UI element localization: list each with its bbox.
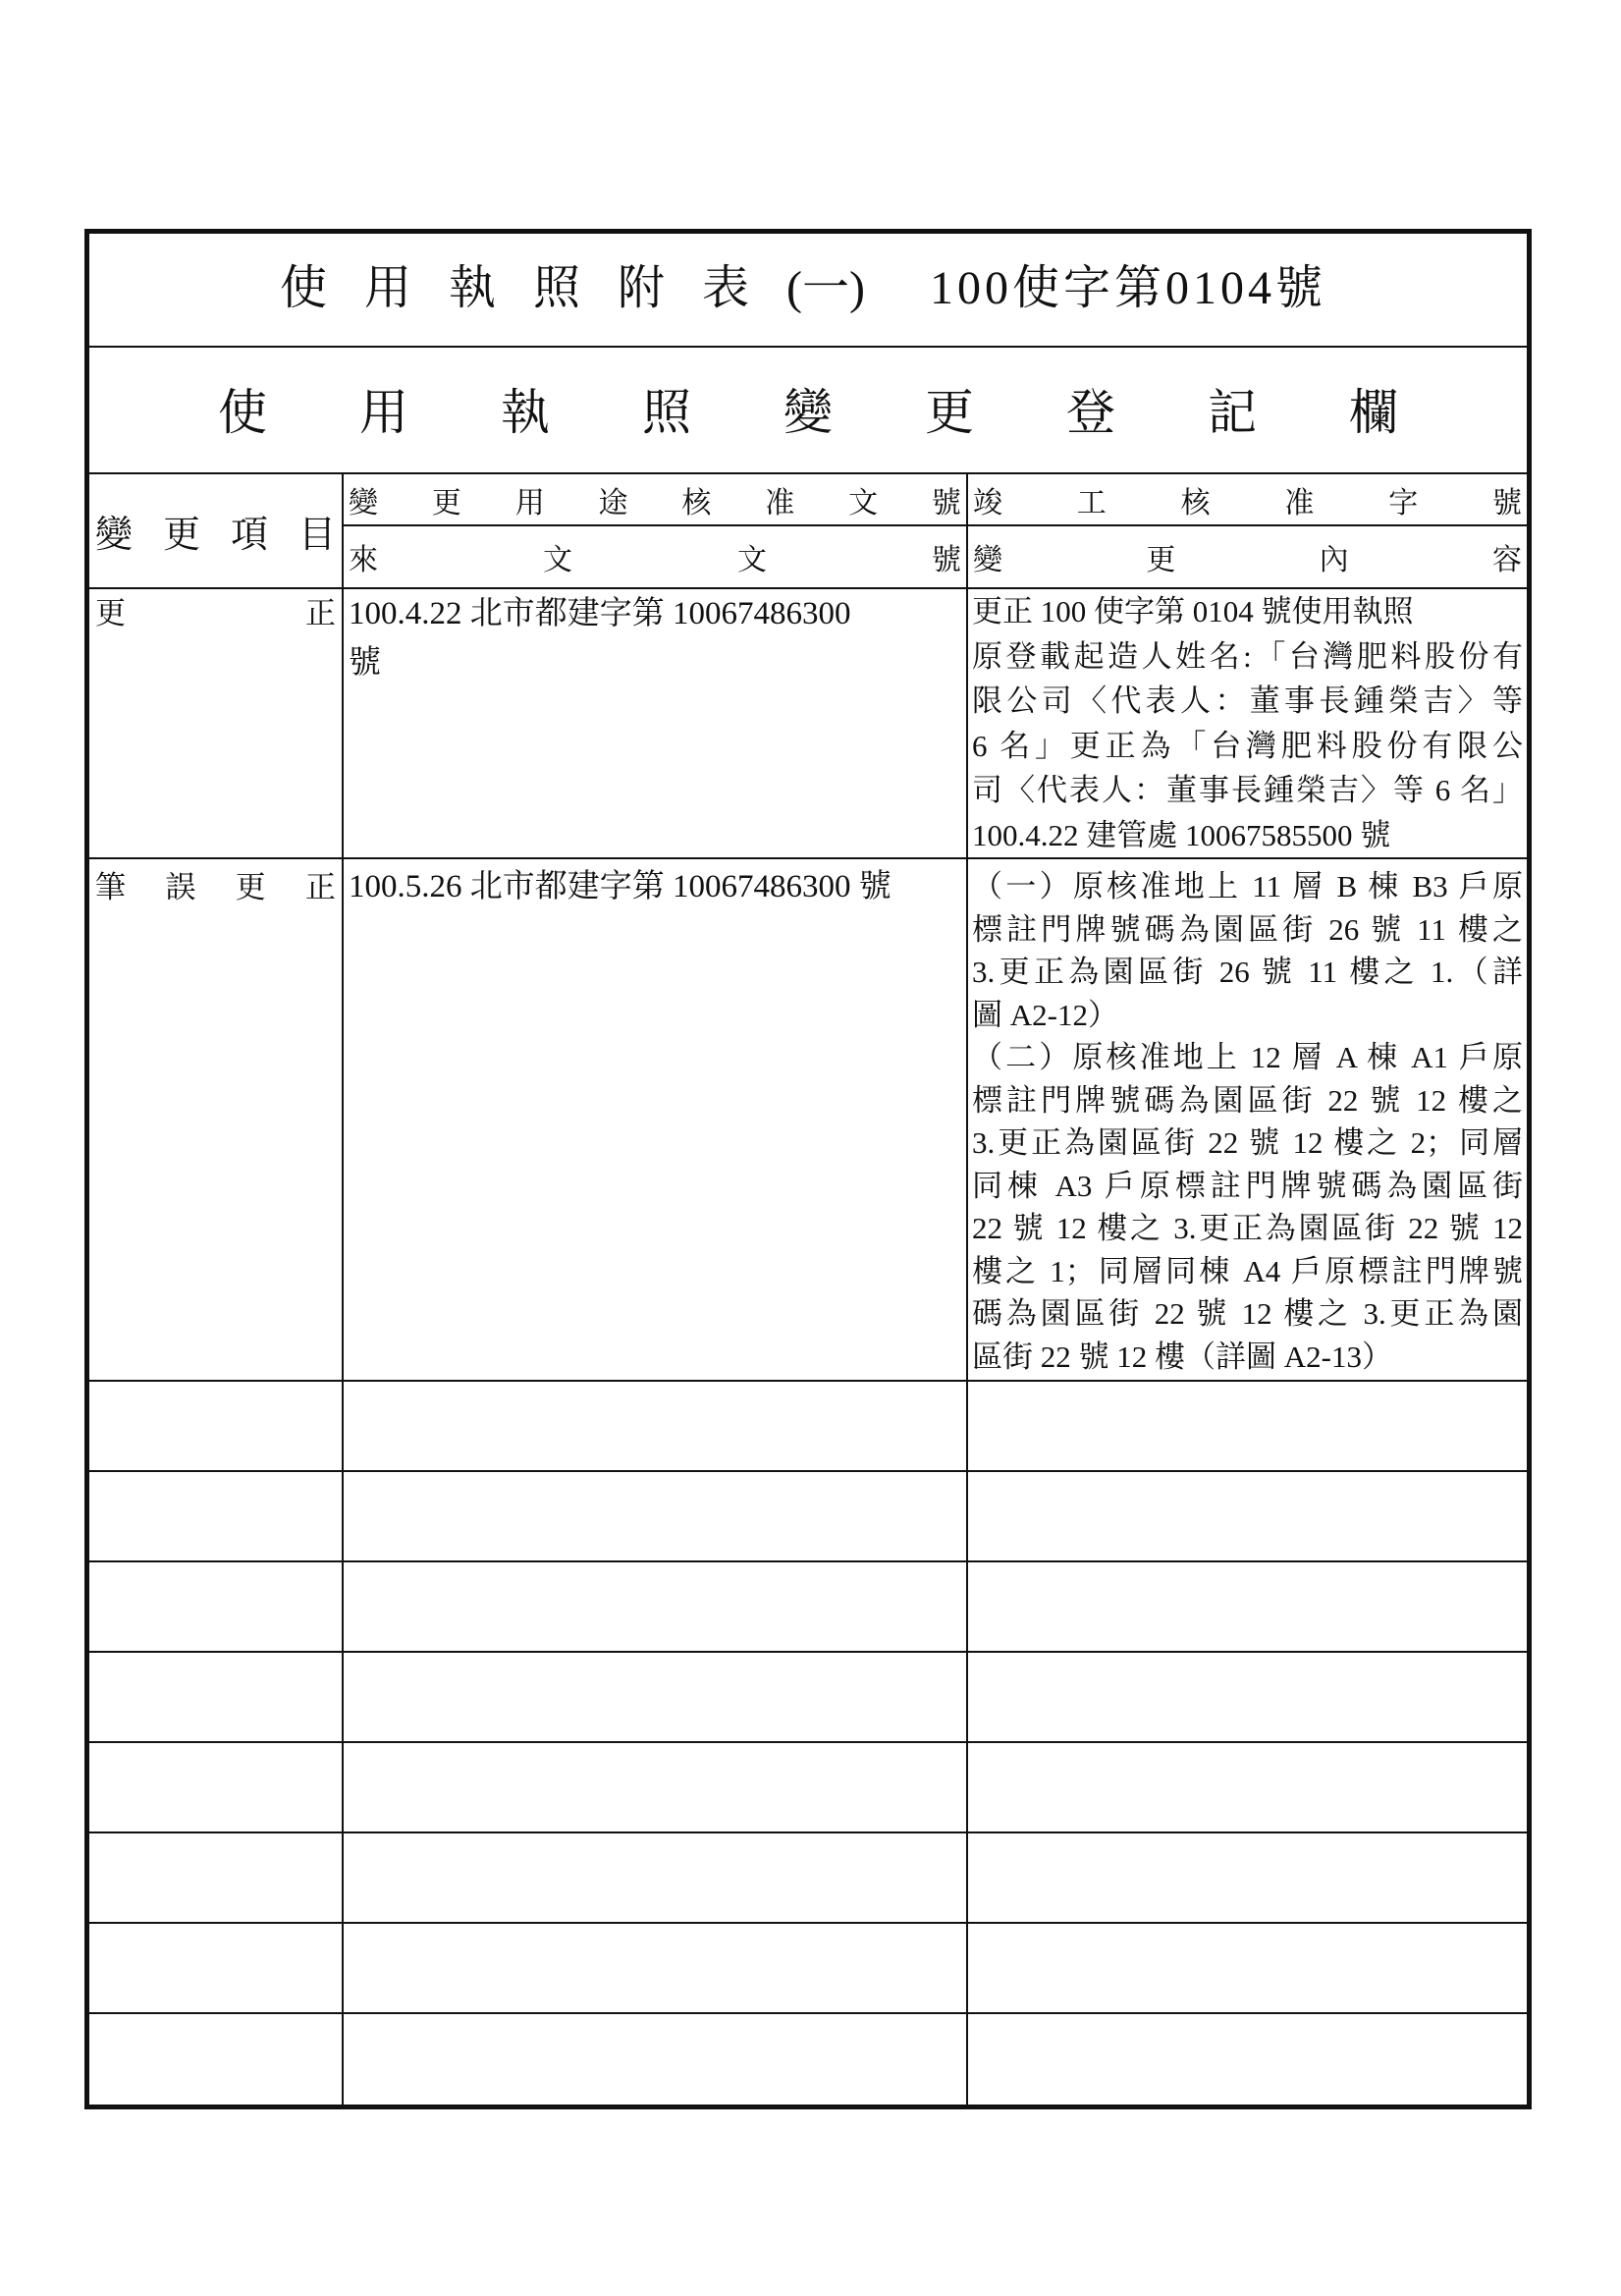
change-item-cell (89, 859, 344, 1380)
glyph: 照 (642, 384, 691, 440)
header-row (89, 474, 1527, 589)
glyph: 變 (349, 486, 378, 519)
header-incoming-doc-no-cell (344, 526, 966, 587)
empty-cell (968, 1562, 1527, 1651)
glyph: 准 (1284, 486, 1315, 519)
header-change-content (973, 535, 1522, 578)
header-completion-no-cell (968, 474, 1527, 526)
glyph: 竣 (973, 486, 1002, 519)
empty-cell (968, 2014, 1527, 2105)
empty-cell (89, 1833, 344, 1922)
header-approval-doc-no-cell (344, 474, 966, 526)
empty-cell (344, 1924, 968, 2012)
section-title (218, 373, 1398, 444)
glyph: 准 (765, 486, 795, 519)
empty-cell (344, 1833, 968, 1922)
empty-cell (344, 1653, 968, 1741)
header-completion-no (973, 478, 1522, 521)
empty-cell (344, 1382, 968, 1470)
content-line: 同棟 A3 戶原標註門牌號碼為園區街 (972, 1168, 1523, 1203)
empty-cell (968, 1743, 1527, 1831)
content-line: 樓之 1；同層同棟 A4 戶原標註門牌號 (972, 1253, 1523, 1288)
glyph: 容 (1491, 544, 1522, 576)
empty-row (89, 2014, 1527, 2105)
doc-no-cell (344, 859, 968, 1380)
content-line: 標註門牌號碼為園區街 26 號 11 樓之 (972, 911, 1523, 947)
change-content-cell (968, 589, 1527, 857)
content-line: 3.更正為園區街 26 號 11 樓之 1.（詳 (972, 955, 1523, 989)
content-line: 司〈代表人：董事長鍾榮吉〉等 6 名」 (972, 773, 1523, 807)
empty-cell (89, 1924, 344, 2012)
glyph: 更 (1146, 544, 1176, 576)
content-line: 3.更正為園區街 22 號 12 樓之 2；同層 (972, 1125, 1523, 1160)
glyph: 更 (95, 596, 126, 630)
glyph: 來 (349, 544, 378, 576)
glyph: 更 (925, 384, 974, 440)
doc-no-line: 100.4.22 北市都建字第 10067486300 (349, 596, 851, 631)
empty-cell (89, 1743, 344, 1831)
change-item-label (95, 591, 336, 635)
empty-cell (968, 1653, 1527, 1741)
glyph: 用 (514, 486, 545, 519)
empty-row (89, 1472, 1527, 1562)
doc-no-line: 號 (349, 645, 381, 681)
empty-cell (344, 2014, 968, 2105)
content-line: 標註門牌號碼為園區街 22 號 12 樓之 (972, 1082, 1523, 1118)
empty-cell (89, 1562, 344, 1651)
empty-row (89, 1653, 1527, 1743)
section-title-row (89, 348, 1527, 474)
empty-cell (89, 1653, 344, 1741)
title-row (89, 234, 1527, 348)
glyph: 用 (359, 384, 408, 440)
glyph: 核 (681, 486, 712, 519)
glyph: 號 (1491, 486, 1522, 519)
empty-row (89, 1833, 1527, 1924)
glyph: 字 (1388, 486, 1419, 519)
content-line: 圖 A2-12） (972, 997, 1118, 1032)
empty-cell (344, 1562, 968, 1651)
empty-cell (344, 1472, 968, 1560)
annex-number: (一) (786, 261, 865, 314)
glyph: 號 (931, 486, 961, 519)
glyph: 項 (230, 515, 268, 556)
empty-cell (968, 1472, 1527, 1560)
empty-cell (89, 1472, 344, 1560)
glyph: 筆 (95, 870, 126, 904)
empty-row (89, 1924, 1527, 2014)
glyph: 文 (848, 486, 879, 519)
change-item-label (95, 865, 336, 909)
glyph: 途 (598, 486, 628, 519)
glyph: 文 (543, 544, 572, 576)
content-line: 原登載起造人姓名:「台灣肥料股份有 (972, 638, 1523, 674)
permit-number: 100使字第0104號 (930, 261, 1327, 314)
header-content-cell (968, 474, 1527, 587)
empty-cell (89, 2014, 344, 2105)
empty-cell (968, 1924, 1527, 2012)
permit-annex-table (84, 229, 1532, 2109)
header-approval-doc-no (349, 478, 961, 521)
glyph: 文 (737, 544, 767, 576)
empty-cell (89, 1382, 344, 1470)
glyph: 誤 (165, 870, 196, 904)
glyph: 更 (235, 870, 266, 904)
glyph: 變 (973, 544, 1002, 576)
empty-cell (344, 1743, 968, 1831)
glyph: 工 (1076, 486, 1107, 519)
glyph: 執 (501, 384, 550, 440)
glyph: 核 (1180, 486, 1211, 519)
content-line: 區街 22 號 12 樓（詳圖 A2-13） (972, 1339, 1392, 1374)
content-line: 100.4.22 建管處 10067585500 號 (972, 817, 1391, 852)
glyph: 正 (304, 870, 336, 904)
glyph: 變 (95, 515, 134, 556)
empty-cell (968, 1833, 1527, 1922)
empty-cell (968, 1382, 1527, 1470)
record-row (89, 859, 1527, 1382)
header-change-item-cell (89, 474, 344, 587)
doc-no-cell (344, 589, 968, 857)
glyph: 更 (431, 486, 461, 519)
header-incoming-doc-no (349, 535, 961, 578)
glyph: 號 (932, 544, 961, 576)
doc-no-line: 100.5.26 北市都建字第 10067486300 號 (349, 869, 892, 904)
glyph: 內 (1319, 544, 1349, 576)
change-content-cell (968, 859, 1527, 1380)
empty-row (89, 1743, 1527, 1833)
content-line: 更正 100 使字第 0104 號使用執照 (972, 594, 1414, 629)
glyph: 登 (1066, 384, 1115, 440)
content-line: 6 名」更正為「台灣肥料股份有限公 (972, 728, 1523, 763)
empty-row (89, 1562, 1527, 1653)
glyph: 變 (783, 384, 833, 440)
glyph: 目 (297, 515, 336, 556)
header-change-content-cell (968, 526, 1527, 587)
glyph: 欄 (1349, 384, 1398, 440)
header-doc-no-cell (344, 474, 968, 587)
empty-row (89, 1382, 1527, 1472)
change-item-cell (89, 589, 344, 857)
record-row (89, 589, 1527, 859)
content-line: 22 號 12 樓之 3.更正為園區街 22 號 12 (972, 1211, 1523, 1245)
glyph: 正 (305, 596, 336, 630)
header-change-item (95, 504, 336, 558)
content-line: 限公司〈代表人：董事長鍾榮吉〉等 (972, 683, 1523, 718)
content-line: （一）原核准地上 11 層 B 棟 B3 戶原 (972, 869, 1523, 903)
content-line: （二）原核准地上 12 層 A 棟 A1 戶原 (972, 1040, 1523, 1074)
content-line: 碼為園區街 22 號 12 樓之 3.更正為園 (972, 1296, 1523, 1331)
form-name: 使用執照附表 (280, 261, 787, 314)
glyph: 記 (1208, 384, 1257, 440)
glyph: 更 (162, 515, 200, 556)
glyph: 使 (218, 384, 267, 440)
